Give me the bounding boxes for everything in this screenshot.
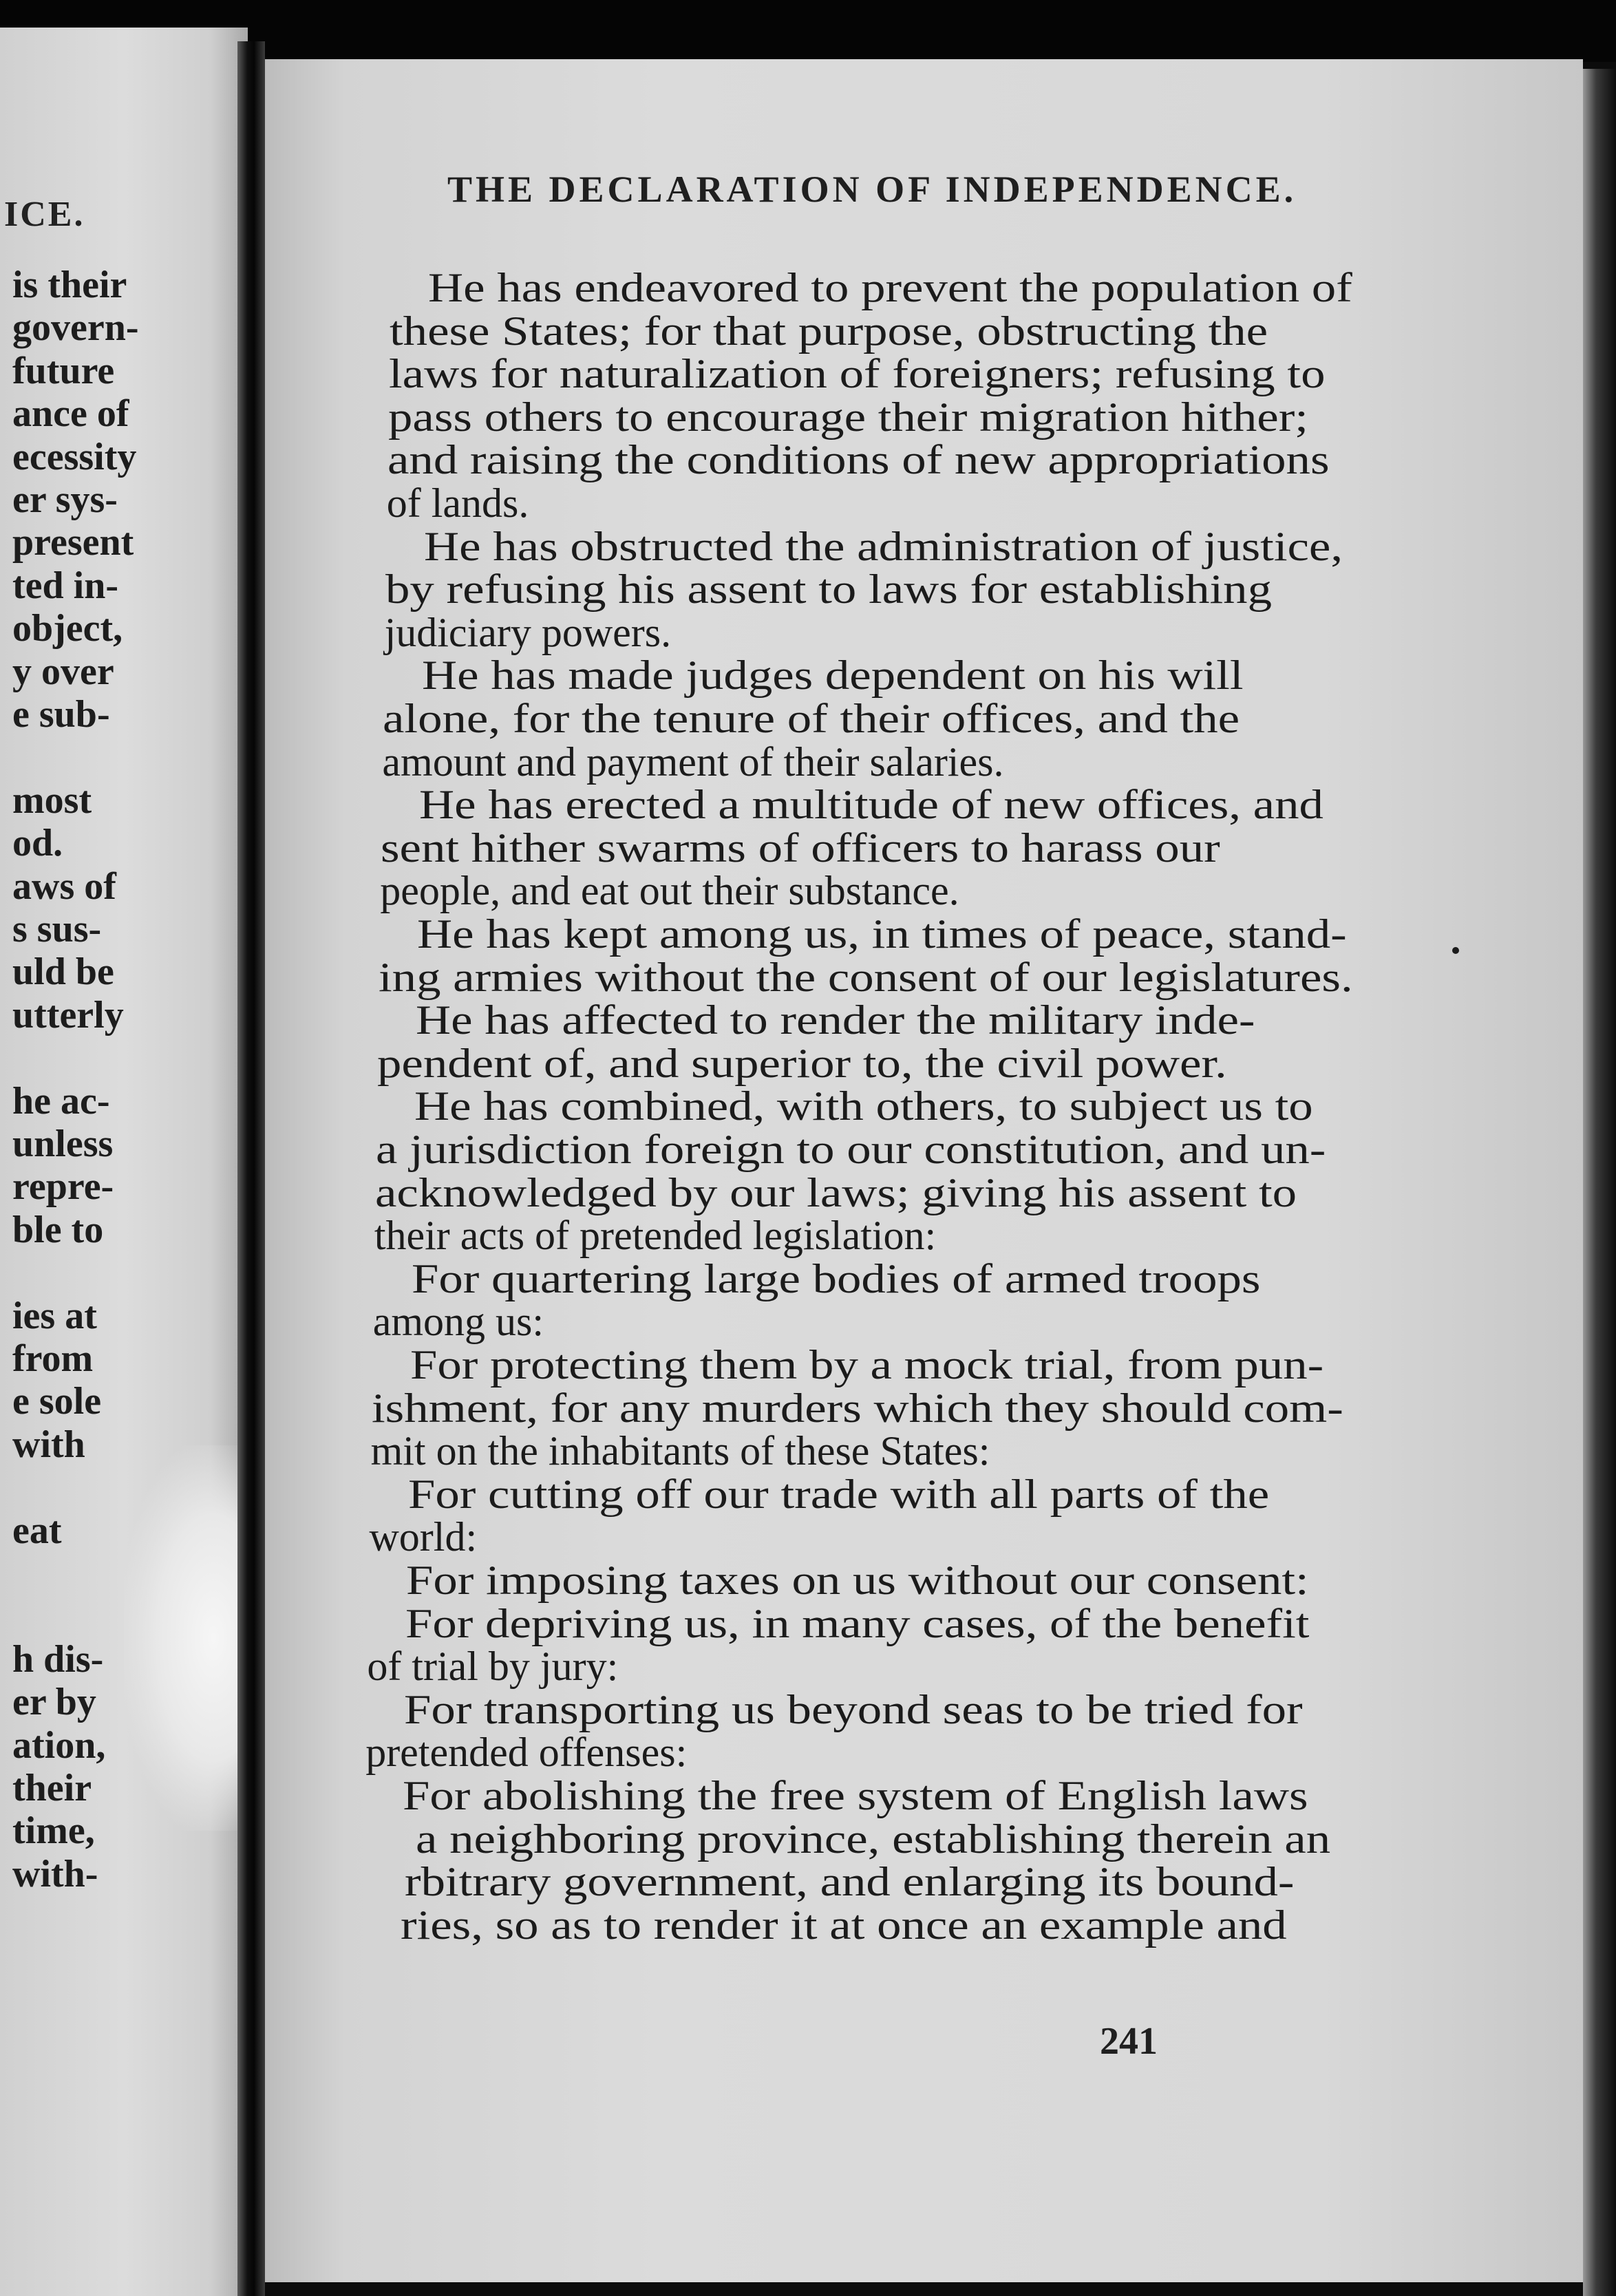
left-page-line: unless <box>12 1123 114 1165</box>
left-page-line: utterly <box>12 993 124 1037</box>
body-line: For cutting off our trade with all parts of the <box>407 1471 1269 1517</box>
left-page-line: er sys- <box>12 478 118 521</box>
left-page-line: present <box>12 521 134 564</box>
body-line: For abolishing the free system of English laws <box>403 1773 1308 1818</box>
body-line: He has made judges dependent on his will <box>421 652 1244 699</box>
body-line: ishment, for any murders which they should com- <box>371 1385 1343 1431</box>
left-page-line: e sub- <box>12 693 110 736</box>
body-line: He has endeavored to prevent the population of <box>428 265 1352 310</box>
body-line: their acts of pretended legislation: <box>374 1213 937 1259</box>
left-page-line: object, <box>12 607 123 650</box>
body-line: ing armies without the consent of our legislatures. <box>379 954 1353 1000</box>
left-page-line: ble to <box>12 1208 104 1251</box>
body-line: For protecting them by a mock trial, from pun- <box>410 1342 1323 1388</box>
body-line: amount and payment of their salaries. <box>382 738 1004 785</box>
body-line: He has combined, with others, to subject us to <box>414 1083 1313 1129</box>
body-line: For imposing taxes on us without our consent: <box>406 1558 1310 1603</box>
body-line: sent hither swarms of officers to harass our <box>381 825 1220 871</box>
left-page-line: with <box>12 1423 85 1466</box>
body-line: a jurisdiction foreign to our constitution, and un- <box>375 1127 1326 1172</box>
left-page-line: most <box>12 778 92 822</box>
body-line: He has affected to render the military inde- <box>416 997 1255 1043</box>
left-page-line: ation, <box>12 1723 106 1767</box>
left-page-line: er by <box>12 1681 96 1724</box>
body-line: alone, for the tenure of their offices, and the <box>383 696 1240 741</box>
left-page-line: future <box>12 349 115 392</box>
left-page-line: govern- <box>12 306 139 350</box>
body-line: For transporting us beyond seas to be tried for <box>404 1686 1303 1732</box>
body-line: pendent of, and superior to, the civil power. <box>377 1040 1227 1086</box>
body-line: among us: <box>372 1299 544 1345</box>
left-page-line: he ac- <box>12 1079 110 1123</box>
body-line: judiciary powers. <box>384 609 672 655</box>
left-page-line: their <box>12 1767 92 1809</box>
body-line: a neighboring province, establishing therein an <box>416 1816 1331 1862</box>
body-line: and raising the conditions of new appropriations <box>387 437 1330 483</box>
ink-speck <box>1452 947 1459 954</box>
left-page-line: y over <box>12 650 114 693</box>
right-page <box>265 59 1583 2282</box>
body-line: of trial by jury: <box>367 1644 619 1690</box>
running-head: THE DECLARATION OF INDEPENDENCE. <box>447 169 1297 210</box>
left-page <box>0 28 248 2296</box>
body-line: world: <box>369 1514 478 1560</box>
page-damage-blot <box>124 1445 248 1831</box>
body-line: He has erected a multitude of new offices, and <box>419 782 1324 828</box>
left-running-head: ICE. <box>4 195 85 234</box>
left-page-line: with- <box>12 1852 98 1895</box>
left-page-line: from <box>12 1337 94 1380</box>
left-page-line: uld be <box>12 950 114 994</box>
body-line: mit on the inhabitants of these States: <box>370 1428 990 1474</box>
left-page-line: e sole <box>12 1380 102 1423</box>
left-page-line: ies at <box>12 1294 97 1337</box>
body-line: rbitrary government, and enlarging its bound- <box>405 1859 1295 1905</box>
left-page-line: repre- <box>12 1165 114 1209</box>
left-page-line: is their <box>12 264 127 306</box>
left-page-line: time, <box>12 1809 95 1853</box>
body-line: of lands. <box>386 480 529 526</box>
left-page-line: ted in- <box>12 564 118 607</box>
body-line: these States; for that purpose, obstructing the <box>389 308 1268 354</box>
body-line: pretended offenses: <box>365 1730 688 1776</box>
page-number: 241 <box>1100 2020 1158 2063</box>
left-page-line: s sus- <box>12 908 102 950</box>
body-line: pass others to encourage their migration hither; <box>387 394 1308 440</box>
left-page-line: h dis- <box>12 1637 104 1681</box>
body-line: people, and eat out their substance. <box>380 868 959 914</box>
left-page-line: ecessity <box>12 435 137 478</box>
body-line: For quartering large bodies of armed troops <box>411 1255 1261 1301</box>
book-gutter <box>237 41 265 2296</box>
page-edge-shadow <box>1583 69 1616 2296</box>
left-page-line: od. <box>12 822 63 865</box>
left-page-line: eat <box>12 1509 62 1552</box>
left-page-line: aws of <box>12 864 116 908</box>
body-line: He has kept among us, in times of peace, stand- <box>417 911 1347 957</box>
body-line: For depriving us, in many cases, of the benefit <box>405 1600 1310 1646</box>
body-line: acknowledged by our laws; giving his assent to <box>374 1169 1297 1215</box>
left-page-line: ance of <box>12 392 129 436</box>
body-line: He has obstructed the administration of justice, <box>423 523 1343 569</box>
body-line: laws for naturalization of foreigners; refusing to <box>388 351 1326 397</box>
body-line: ries, so as to render it at once an example and <box>401 1902 1287 1948</box>
body-line: by refusing his assent to laws for establishing <box>385 566 1272 613</box>
